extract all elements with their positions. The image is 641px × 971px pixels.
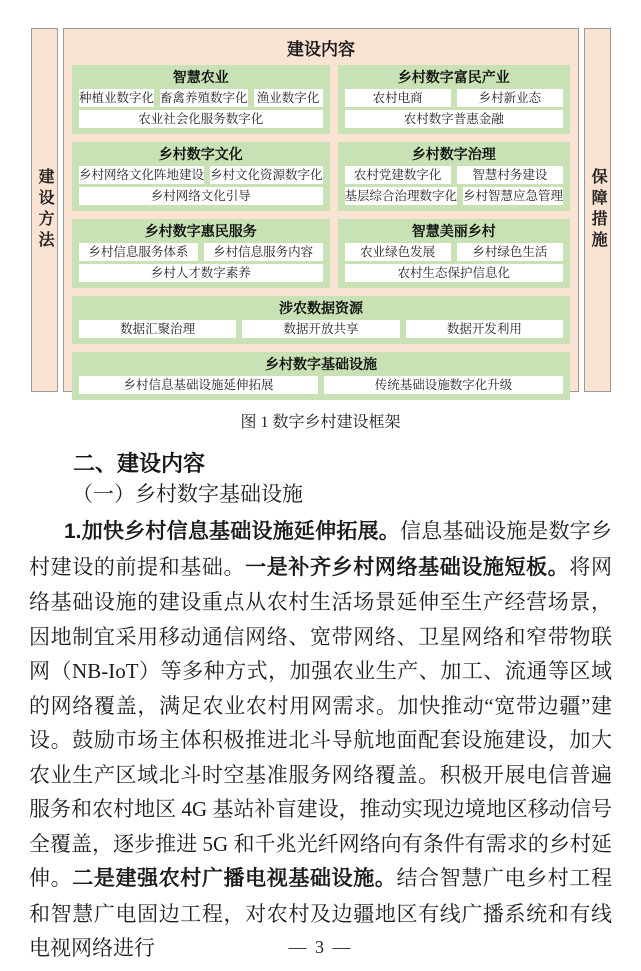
block-title: 乡村数字富民产业	[397, 69, 510, 85]
block-title: 乡村数字文化	[158, 146, 243, 162]
diagram-item: 数据开放共享	[242, 320, 399, 338]
block-row	[79, 320, 563, 338]
diagram-item: 乡村信息服务体系	[79, 243, 198, 261]
right-sidebar-safeguard-measures	[584, 28, 611, 392]
paragraph-segment-bold: 二是建强农村广播电视基础设施。	[72, 867, 397, 890]
diagram-item: 乡村网络文化阵地建设	[79, 168, 205, 182]
framework-grid	[72, 65, 570, 400]
block-title: 乡村数字惠民服务	[144, 223, 257, 239]
figure-caption: 图 1 数字乡村建设框架	[240, 414, 401, 431]
diagram-item: 农村数字普惠金融	[345, 110, 564, 128]
diagram-block-digital-prosperity-industry	[338, 65, 571, 134]
block-row	[345, 110, 564, 128]
block-title: 乡村数字治理	[411, 146, 496, 162]
diagram-block-digital-culture	[72, 142, 330, 211]
section-subheading: （一）乡村数字基础设施	[72, 482, 303, 506]
block-row	[345, 187, 564, 205]
paragraph-segment-bold: 1.加快乡村信息基础设施延伸拓展。	[64, 520, 401, 543]
block-row	[79, 264, 323, 282]
diagram-item: 乡村网络文化引导	[79, 187, 323, 205]
diagram-item: 畜禽养殖数字化	[160, 91, 248, 105]
block-row	[79, 110, 323, 128]
diagram-item: 农业社会化服务数字化	[79, 110, 323, 128]
diagram-item: 传统基础设施数字化升级	[324, 376, 563, 394]
diagram-item: 基层综合治理数字化	[344, 189, 458, 203]
diagram-block-digital-governance	[338, 142, 571, 211]
diagram-block-public-benefit-services	[72, 219, 330, 288]
block-row	[79, 187, 323, 205]
diagram-item: 数据开发利用	[406, 320, 563, 338]
diagram-item: 乡村信息服务内容	[204, 243, 323, 261]
paragraph-segment: 结合智慧广电乡村工程和智慧广电固边工程，对农村及边疆地区有线广播系统和有线电视网络进行	[29, 866, 613, 960]
diagram-item: 数据汇聚治理	[79, 320, 236, 338]
block-row	[79, 243, 323, 261]
framework-main-box	[63, 28, 579, 392]
block-row	[345, 264, 564, 282]
framework-title: 建设内容	[287, 40, 356, 59]
diagram-item: 乡村信息基础设施延伸拓展	[79, 376, 318, 394]
left-sidebar-label: 建设方法	[36, 168, 53, 252]
diagram-item: 智慧村务建设	[457, 166, 563, 184]
diagram-item: 渔业数字化	[254, 89, 323, 107]
diagram-item: 农村生态保护信息化	[345, 264, 564, 282]
diagram-item: 乡村新业态	[457, 89, 563, 107]
block-row	[79, 376, 563, 394]
diagram-item: 乡村文化资源数字化	[210, 168, 323, 182]
diagram-item: 种植业数字化	[79, 91, 155, 105]
left-sidebar-construction-methods	[31, 28, 58, 392]
block-title: 涉农数据资源	[279, 300, 364, 316]
block-row	[345, 89, 564, 107]
diagram-block-smart-agriculture	[72, 65, 330, 134]
block-title: 智慧美丽乡村	[411, 223, 496, 239]
block-row	[345, 243, 564, 261]
diagram-item: 农业绿色发展	[345, 243, 451, 261]
paragraph-segment: 将网络基础设施的建设重点从农村生活场景延伸至生产经营场景，因地制宜采用移动通信网络、宽带网络、卫星网络和窄带物联网（NB-IoT）等多种方式，加强农业生产、加工、流通等区域的网络覆盖，满足农业农村用网需求。加快推动“宽带边疆”建设。鼓励市场主体积极推进北斗导航地面配套设施建设，加大农业生产区域北斗时空基准服务网络覆盖。积极开展电信普遍服务和农村地区 4G 基站补盲建设，推动实现边境地区移动信号全覆盖，逐步推进 5G 和千兆光纤网络向有条件有需求的乡村延伸。	[29, 554, 613, 890]
body-paragraph	[29, 514, 612, 966]
block-title: 智慧农业	[172, 69, 229, 85]
framework-figure	[31, 28, 610, 392]
diagram-item: 乡村绿色生活	[457, 243, 563, 261]
block-title: 乡村数字基础设施	[265, 356, 378, 372]
diagram-item: 乡村智慧应急管理	[463, 189, 564, 203]
block-row	[79, 89, 323, 107]
block-row	[345, 166, 564, 184]
diagram-block-agri-data-resources	[72, 296, 570, 344]
diagram-item: 乡村人才数字素养	[79, 264, 323, 282]
diagram-item: 农村电商	[345, 89, 451, 107]
diagram-block-smart-beautiful-village	[338, 219, 571, 288]
diagram-block-digital-infrastructure	[72, 352, 570, 400]
page-number: — 3 —	[288, 937, 353, 957]
section-heading: 二、建设内容	[73, 451, 206, 476]
diagram-item: 农村党建数字化	[345, 166, 451, 184]
right-sidebar-label: 保障措施	[589, 168, 607, 252]
paragraph-segment: 信息基础设施是数字乡村建设的前提和基础。	[29, 519, 613, 579]
block-row	[79, 166, 323, 184]
paragraph-segment-bold: 一是补齐乡村网络基础设施短板。	[245, 555, 570, 579]
